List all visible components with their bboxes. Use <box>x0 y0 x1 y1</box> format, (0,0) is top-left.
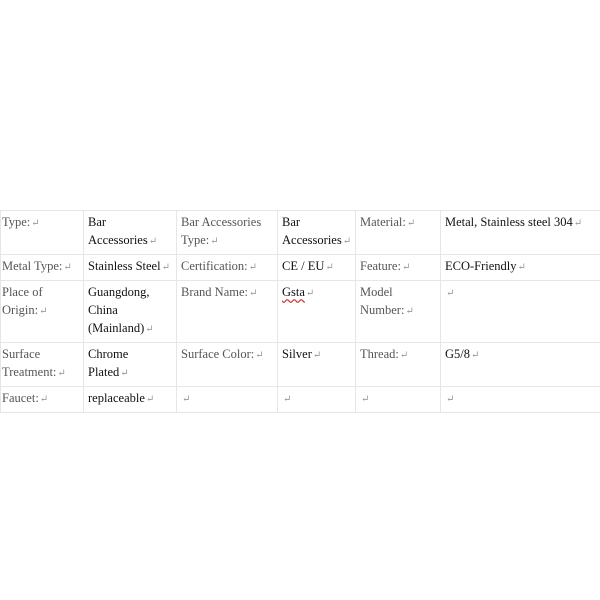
spec-table-body <box>1 211 600 413</box>
paragraph-mark-icon: ↵ <box>517 262 526 273</box>
field-value: ECO-Friendly <box>445 259 517 273</box>
table-row <box>1 281 600 343</box>
paragraph-mark-icon: ↵ <box>148 236 158 247</box>
paragraph-mark-icon: ↵ <box>145 394 155 405</box>
paragraph-mark-icon: ↵ <box>31 218 40 229</box>
field-value: Metal, Stainless steel 304 <box>445 215 573 229</box>
field-value-cell <box>441 255 600 281</box>
field-label: Surface Treatment: <box>2 347 57 379</box>
paragraph-mark-icon: ↵ <box>210 236 219 247</box>
field-label: Thread: <box>360 347 399 361</box>
table-row <box>1 387 600 413</box>
field-label: Surface Color: <box>181 347 255 361</box>
paragraph-mark-icon: ↵ <box>342 236 352 247</box>
field-label-cell <box>1 343 84 387</box>
paragraph-mark-icon: ↵ <box>249 288 258 299</box>
field-label-cell <box>1 255 84 281</box>
spec-table <box>0 210 600 413</box>
field-label-cell <box>356 255 441 281</box>
paragraph-mark-icon: ↵ <box>57 368 66 379</box>
field-value: CE / EU <box>282 259 325 273</box>
field-label: Certification: <box>181 259 248 273</box>
paragraph-mark-icon: ↵ <box>312 350 322 361</box>
field-value-cell <box>441 343 600 387</box>
field-label-cell <box>1 281 84 343</box>
field-value-cell <box>441 211 600 255</box>
paragraph-mark-icon: ↵ <box>63 262 72 273</box>
field-value: Bar Accessories <box>88 215 148 247</box>
field-label-cell <box>356 211 441 255</box>
paragraph-mark-icon: ↵ <box>405 306 414 317</box>
field-value-cell <box>84 343 177 387</box>
field-value: Guangdong, China (Mainland) <box>88 285 150 335</box>
field-label: Bar Accessories Type: <box>181 215 262 247</box>
field-label: Metal Type: <box>2 259 63 273</box>
paragraph-mark-icon: ↵ <box>255 350 264 361</box>
table-row <box>1 211 600 255</box>
field-label-cell <box>356 343 441 387</box>
field-label: Material: <box>360 215 406 229</box>
field-value: Stainless Steel <box>88 259 161 273</box>
field-value-cell <box>441 281 600 343</box>
field-label-cell <box>356 281 441 343</box>
field-value-cell <box>441 387 600 413</box>
paragraph-mark-icon: ↵ <box>39 394 49 405</box>
paragraph-mark-icon: ↵ <box>145 324 154 335</box>
paragraph-mark-icon: ↵ <box>248 262 258 273</box>
paragraph-mark-icon: ↵ <box>325 262 334 273</box>
field-label: Brand Name: <box>181 285 248 299</box>
field-value: G5/8 <box>445 347 470 361</box>
field-label: Model Number: <box>360 285 405 317</box>
field-label: Feature: <box>360 259 401 273</box>
field-label-cell <box>1 387 84 413</box>
field-label: Type: <box>2 215 31 229</box>
field-value-cell <box>278 387 356 413</box>
field-label-cell <box>1 211 84 255</box>
field-value-cell <box>278 255 356 281</box>
field-value-cell <box>84 387 177 413</box>
field-label: Place of Origin: <box>2 285 43 317</box>
field-label: Faucet: <box>2 391 39 405</box>
paragraph-mark-icon: ↵ <box>406 218 416 229</box>
paragraph-mark-icon: ↵ <box>305 288 315 299</box>
paragraph-mark-icon: ↵ <box>471 350 480 361</box>
field-value: Silver <box>282 347 312 361</box>
field-label-cell <box>177 387 278 413</box>
paragraph-mark-icon: ↵ <box>182 394 191 405</box>
field-value-cell <box>278 343 356 387</box>
field-value: Chrome Plated <box>88 347 129 379</box>
field-value-cell <box>278 211 356 255</box>
paragraph-mark-icon: ↵ <box>120 368 129 379</box>
field-label-cell <box>177 255 278 281</box>
paragraph-mark-icon: ↵ <box>161 262 170 273</box>
field-label-cell <box>177 211 278 255</box>
paragraph-mark-icon: ↵ <box>401 262 411 273</box>
field-value: replaceable <box>88 391 145 405</box>
paragraph-mark-icon: ↵ <box>399 350 409 361</box>
table-row <box>1 343 600 387</box>
paragraph-mark-icon: ↵ <box>283 394 292 405</box>
field-value: Bar Accessories <box>282 215 342 247</box>
field-value: Gsta <box>282 285 305 299</box>
paragraph-mark-icon: ↵ <box>446 394 455 405</box>
field-label-cell <box>177 343 278 387</box>
paragraph-mark-icon: ↵ <box>573 218 583 229</box>
paragraph-mark-icon: ↵ <box>446 288 455 299</box>
paragraph-mark-icon: ↵ <box>39 306 48 317</box>
field-label-cell <box>356 387 441 413</box>
field-label-cell <box>177 281 278 343</box>
field-value-cell <box>84 281 177 343</box>
paragraph-mark-icon: ↵ <box>361 394 370 405</box>
table-row <box>1 255 600 281</box>
field-value-cell <box>278 281 356 343</box>
field-value-cell <box>84 211 177 255</box>
field-value-cell <box>84 255 177 281</box>
